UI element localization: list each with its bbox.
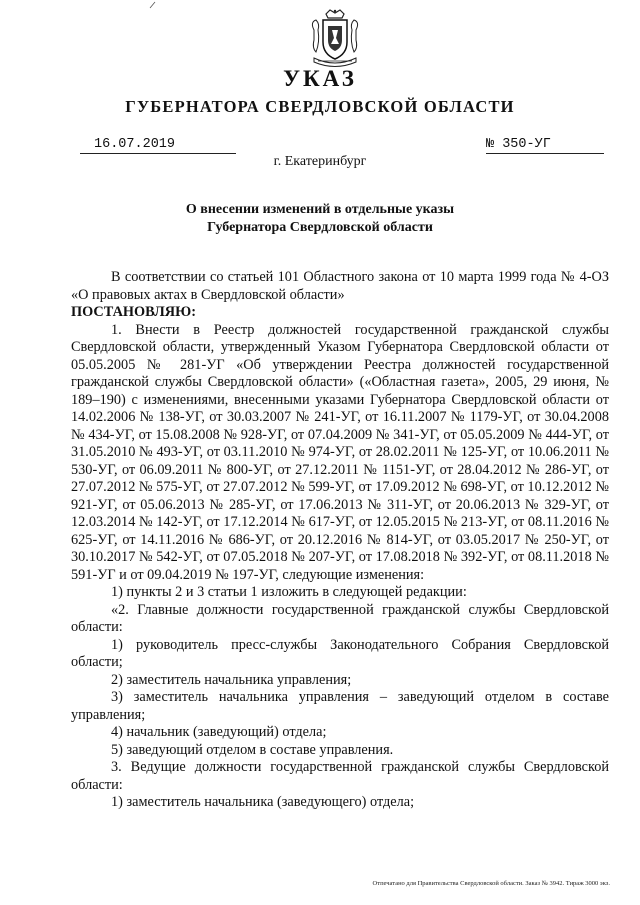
document-date: 16.07.2019 — [80, 137, 236, 154]
decree-keyword: ПОСТАНОВЛЯЮ: — [71, 304, 196, 320]
document-title — [0, 201, 640, 237]
list-item: 2) заместитель начальника управления; — [111, 671, 352, 688]
list-item: 5) заведующий отделом в составе управления. — [111, 741, 394, 758]
scan-mark — [148, 0, 158, 10]
list-item: 1) руководитель пресс-службы Законодательного Собрания Свердловской области; — [71, 636, 609, 670]
document-body — [71, 269, 609, 812]
paragraph: «2. Главные должности государственной гражданской службы Свердловской области: — [71, 601, 609, 635]
paragraph: 1. Внести в Реестр должностей государственной гражданской службы Свердловской области, утвержденный Указом Губернатора Свердловской области от 05.05.2005 № 281-УГ «Об утверждении Реестра должностей государственной гражданской службы Свердловской области» («Областная газета», 2005, 29 июня, № 189–190) с изменениями, внесенными указами Губернатора Свердловской области от 14.02.2006 № 138-УГ, от 30.03.2007 № 241-УГ, от 16.11.2007 № 1179-УГ, от 30.04.2008 № 434-УГ, от 15.08.2008 № 928-УГ, от 07.04.2009 № 341-УГ, от 05.05.2009 № 444-УГ, от 31.05.2010 № 493-УГ, от 03.11.2010 № 974-УГ, от 28.02.2011 № 125-УГ, от 10.06.2011 № 530-УГ, от 06.09.2011 № 800-УГ, от 27.12.2011 № 1151-УГ, от 28.04.2012 № 286-УГ, от 27.07.2012 № 575-УГ, от 27.07.2012 № 599-УГ, от 17.09.2012 № 698-УГ, от 10.12.2012 № 921-УГ, от 05.06.2013 № 285-УГ, от 17.06.2013 № 311-УГ, от 20.06.2013 № 329-УГ, от 12.03.2014 № 142-УГ, от 17.12.2014 № 617-УГ, от 12.05.2015 № 213-УГ, от 08.11.2016 № 625-УГ, от 14.11.2016 № 686-УГ, от 20.12.2016 № 814-УГ, от 03.05.2017 № 250-УГ, от 30.10.2017 № 542-УГ, от 07.05.2018 № 207-УГ, от 17.08.2018 № 392-УГ, от 08.11.2018 № 591-УГ и от 09.04.2019 № 197-УГ, следующие изменения: — [71, 321, 609, 583]
paragraph: 1) пункты 2 и 3 статьи 1 изложить в следующей редакции: — [111, 584, 467, 600]
preamble-paragraph: В соответствии со статьей 101 Областного закона от 10 марта 1999 года № 4-ОЗ «О правовых актах в Свердловской области» — [71, 269, 609, 303]
coat-of-arms-icon — [306, 8, 364, 70]
list-item: 4) начальник (заведующий) отдела; — [111, 724, 327, 740]
title-line-2: Губернатора Свердловской области — [207, 220, 433, 235]
list-item: 1) заместитель начальника (заведующего) отдела; — [111, 794, 415, 810]
document-number: № 350-УГ — [486, 137, 604, 154]
print-footer: Отпечатано для Правительства Свердловской области. Заказ № 3942. Тираж 3000 экз. — [372, 880, 610, 887]
city: г. Екатеринбург — [273, 154, 367, 169]
title-line-1: О внесении изменений в отдельные указы — [185, 202, 455, 217]
document-type: УКАЗ — [283, 66, 357, 91]
paragraph: 3. Ведущие должности государственной гражданской службы Свердловской области: — [71, 759, 609, 793]
list-item: 3) заместитель начальника управления – заведующий отделом в составе управления; — [71, 689, 609, 723]
issuer: ГУБЕРНАТОРА СВЕРДЛОВСКОЙ ОБЛАСТИ — [125, 97, 515, 116]
